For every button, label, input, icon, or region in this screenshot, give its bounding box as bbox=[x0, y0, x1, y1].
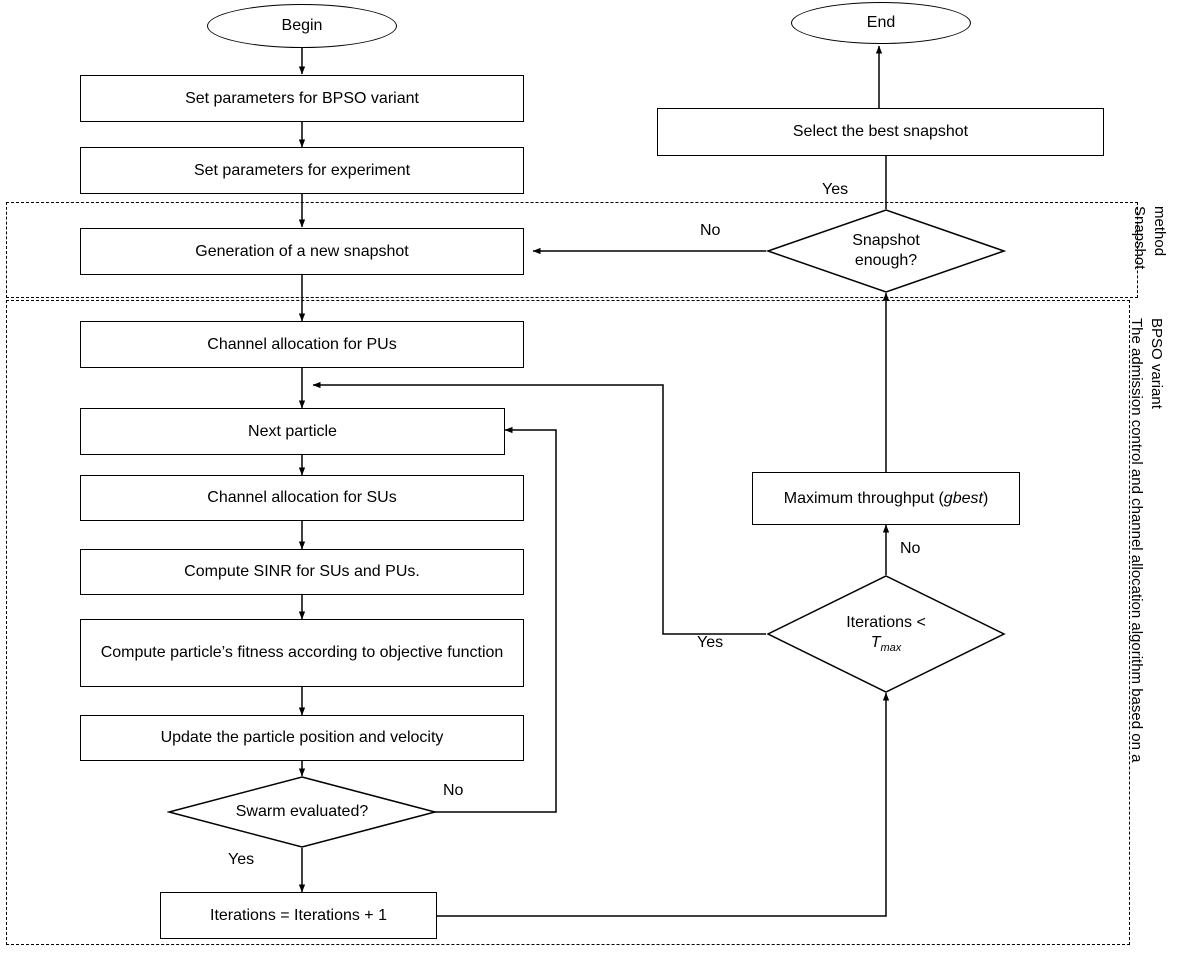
node-next-particle-label: Next particle bbox=[248, 422, 337, 440]
snapshot-enough-line2: enough? bbox=[854, 252, 918, 269]
node-set-parameters-experiment[interactable] bbox=[80, 147, 524, 194]
node-select-best-snapshot[interactable] bbox=[657, 108, 1104, 156]
node-channel-allocation-pus-label: Channel allocation for PUs bbox=[207, 335, 397, 353]
node-channel-allocation-sus-label: Channel allocation for SUs bbox=[207, 489, 397, 506]
node-update-particle[interactable] bbox=[80, 715, 524, 761]
node-update-particle-label: Update the particle position and velocity bbox=[160, 729, 444, 746]
node-begin-label: Begin bbox=[281, 17, 323, 34]
edge-label-snapshot-no: No bbox=[700, 222, 721, 239]
edge-label-snapshot-yes: Yes bbox=[822, 181, 849, 198]
node-maximum-throughput[interactable] bbox=[752, 472, 1020, 525]
iterations-check-line1: Iterations < bbox=[846, 613, 926, 631]
group-label-snapshot-method-line2: method bbox=[1151, 206, 1168, 257]
node-set-parameters-bpso[interactable] bbox=[80, 75, 524, 122]
node-compute-sinr-label: Compute SINR for SUs and PUs. bbox=[184, 563, 420, 580]
node-maximum-throughput-label: Maximum throughput (gbest) bbox=[783, 489, 989, 507]
group-label-admission-control-line1: The admission control and channel allocation algorithm based on a bbox=[1128, 318, 1145, 763]
node-compute-fitness-label: Compute particle’s fitness according to objective function bbox=[100, 644, 504, 661]
group-label-admission-control-2 bbox=[1148, 318, 1165, 938]
node-generation-new-snapshot[interactable] bbox=[80, 228, 524, 275]
node-snapshot-enough-label bbox=[846, 231, 926, 271]
node-select-best-snapshot-label: Select the best snapshot bbox=[792, 123, 969, 140]
node-generation-new-snapshot-label: Generation of a new snapshot bbox=[195, 242, 409, 260]
edge-label-iterations-no: No bbox=[900, 540, 921, 557]
node-channel-allocation-pus[interactable] bbox=[80, 321, 524, 368]
group-label-snapshot-method bbox=[1131, 206, 1148, 302]
node-iterations-increment[interactable] bbox=[160, 892, 437, 939]
node-set-parameters-bpso-label: Set parameters for BPSO variant bbox=[185, 89, 419, 107]
node-compute-sinr[interactable] bbox=[80, 549, 524, 595]
node-end[interactable] bbox=[791, 2, 971, 44]
node-swarm-evaluated[interactable] bbox=[167, 776, 437, 848]
edge-label-iterations-yes: Yes bbox=[697, 634, 724, 651]
group-label-snapshot-method-2 bbox=[1151, 206, 1168, 302]
edge-label-swarm-no: No bbox=[443, 782, 464, 799]
node-iterations-check[interactable] bbox=[766, 575, 1006, 693]
group-label-admission-control-line2: BPSO variant bbox=[1148, 318, 1165, 409]
edge-label-swarm-yes: Yes bbox=[228, 851, 255, 868]
node-next-particle[interactable] bbox=[80, 408, 505, 455]
node-end-label: End bbox=[866, 14, 896, 31]
node-channel-allocation-sus[interactable] bbox=[80, 475, 524, 521]
snapshot-enough-line1: Snapshot bbox=[852, 232, 920, 249]
node-swarm-evaluated-label: Swarm evaluated? bbox=[235, 803, 369, 820]
node-set-parameters-experiment-label: Set parameters for experiment bbox=[193, 161, 411, 179]
node-iterations-check-label: Iterations < $T_{max}$ bbox=[846, 613, 926, 654]
group-label-admission-control bbox=[1128, 318, 1145, 938]
group-label-snapshot-method-line1: Snapshot bbox=[1131, 206, 1148, 270]
node-compute-fitness[interactable] bbox=[80, 619, 524, 687]
node-iterations-increment-label: Iterations = Iterations + 1 bbox=[210, 906, 387, 924]
node-snapshot-enough[interactable] bbox=[766, 209, 1006, 293]
node-begin[interactable] bbox=[207, 4, 397, 48]
